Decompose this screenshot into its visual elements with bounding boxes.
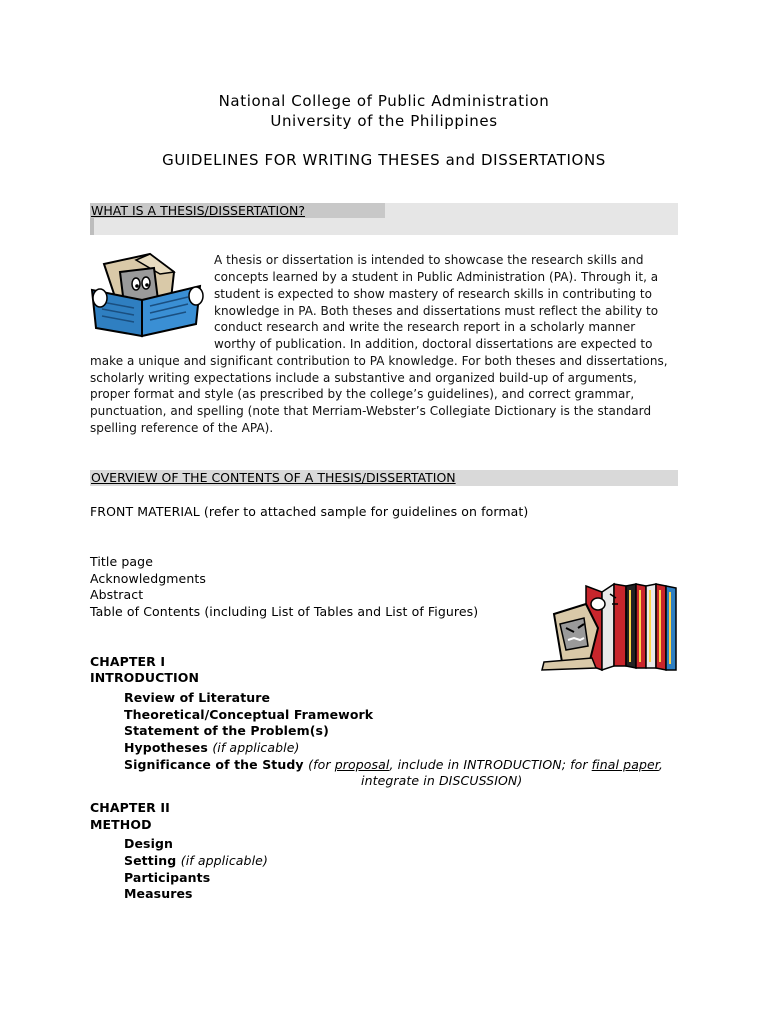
sig-note-proposal: proposal [334,757,390,772]
hypotheses-label: Hypotheses [124,740,208,755]
chapter-item-setting [124,853,268,868]
paragraph-line: concepts learned by a student in Public Administration (PA). Through it, a [214,270,659,284]
chapter-title: METHOD [90,817,152,832]
chapter-item: Theoretical/Conceptual Framework [124,707,374,722]
sig-note-final: final paper [591,757,659,772]
chapter-item: Participants [124,870,211,885]
chapter-item: Measures [124,886,193,901]
setting-note: (if applicable) [180,853,268,868]
section1-heading-text: WHAT IS A THESIS/DISSERTATION? [91,203,306,218]
chapter-item: Statement of the Problem(s) [124,723,329,738]
section2-heading [91,470,456,485]
chapter-number: CHAPTER II [90,800,170,815]
paragraph-line: proper format and style (as prescribed by the college’s guidelines), and correct grammar, [90,387,635,401]
paragraph-line: conduct research and write the research report in a scholarly manner [214,320,636,334]
front-item: Abstract [90,587,144,602]
section1-heading [91,203,305,218]
significance-note [308,757,663,772]
document-title: GUIDELINES FOR WRITING THESES and DISSERTATIONS [162,151,606,169]
college-name: National College of Public Administration [218,92,550,110]
paragraph-line: punctuation, and spelling (note that Merriam-Webster’s Collegiate Dictionary is the standard [90,404,652,418]
sig-note-comma: , [658,757,663,772]
paragraph-line: scholarly writing expectations include a substantive and organized build-up of arguments, [90,371,637,385]
paragraph-line: A thesis or dissertation is intended to showcase the research skills and [214,253,644,267]
paragraph-line: make a unique and significant contribution to PA knowledge. For both theses and dissertations, [90,354,668,368]
paragraph-line: worthy of publication. In addition, doctoral dissertations are expected to [214,337,653,351]
section2-heading-text: OVERVIEW OF THE CONTENTS OF A THESIS/DISSERTATION [91,470,456,485]
paragraph-line: spelling reference of the APA). [90,421,274,435]
sig-note-mid: , include in INTRODUCTION; for [389,757,592,772]
computer-reading-book-icon [90,250,206,340]
front-item: Acknowledgments [90,571,206,586]
significance-note-line2: integrate in DISCUSSION) [361,773,523,788]
chapter-item-hypotheses [124,740,300,755]
chapter-item: Review of Literature [124,690,271,705]
chapter-number: CHAPTER I [90,654,166,669]
paragraph-line: student is expected to show mastery of research skills in contributing to [214,287,653,301]
sig-note-open: (for [308,757,335,772]
hypotheses-note: (if applicable) [212,740,300,755]
section-bar-left-edge [90,218,94,235]
significance-label: Significance of the Study [124,757,304,772]
paragraph-line: knowledge in PA. Both theses and dissertations must reflect the ability to [214,304,659,318]
chapter-item-significance [124,757,663,772]
setting-label: Setting [124,853,177,868]
front-material-heading: FRONT MATERIAL (refer to attached sample for guidelines on format) [90,504,529,519]
university-name: University of the Philippines [270,112,498,130]
front-item: Title page [90,554,153,569]
front-item: Table of Contents (including List of Tables and List of Figures) [90,604,479,619]
chapter-item: Design [124,836,174,851]
angry-computer-books-icon [540,578,680,672]
chapter-title: INTRODUCTION [90,670,200,685]
